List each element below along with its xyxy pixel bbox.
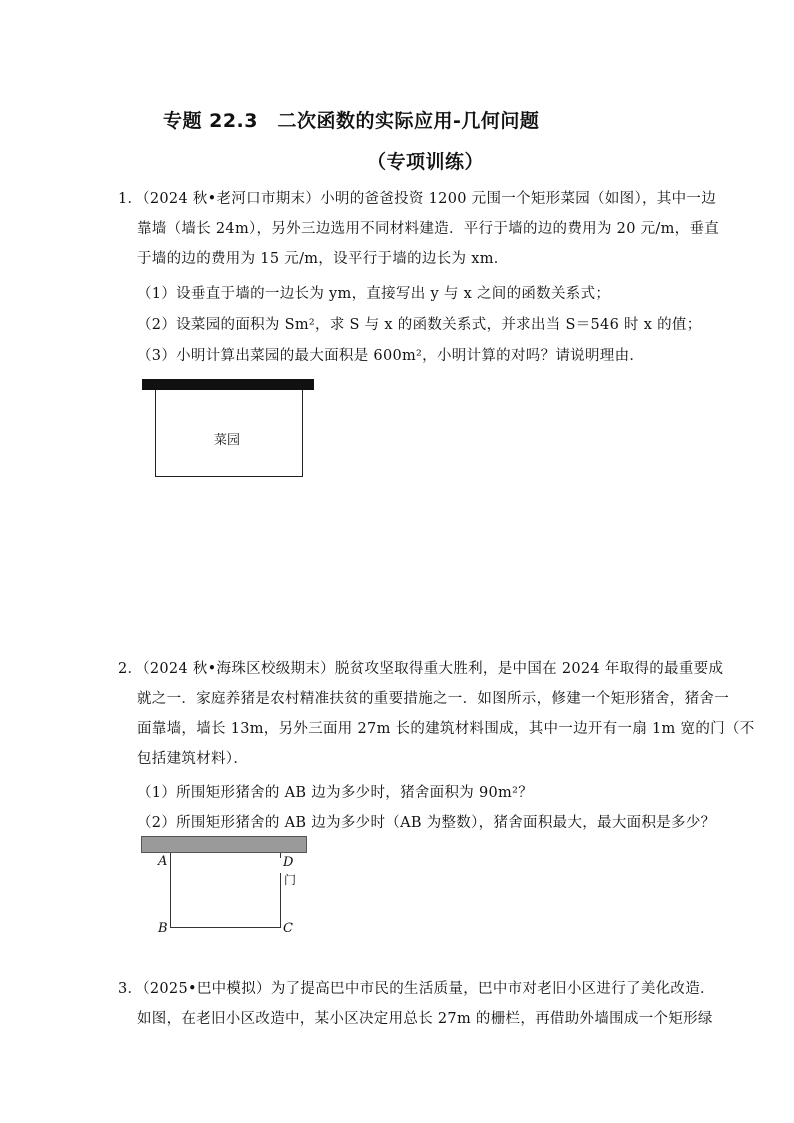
q2-label-b: B (158, 921, 168, 936)
q2-door-post (280, 853, 281, 858)
q2-label-c: C (283, 921, 293, 936)
q1-garden-label: 菜园 (214, 433, 241, 448)
q3-line-2: 如图，在老旧小区改造中，某小区决定用总长 27m 的栅栏，再借助外墙围成一个矩形绿 (137, 1011, 713, 1027)
q3-line-1: 3．（2025•巴中模拟）为了提高巴中市民的生活质量，巴中市对老旧小区进行了美化改造． (118, 981, 715, 997)
q1-line-1: 1．（2024 秋•老河口市期末）小明的爸爸投资 1200 元围一个矩形菜园（如图），其中一边 (118, 191, 717, 207)
q1-line-3: 于墙的边的费用为 15 元/m，设平行于墙的边长为 xm． (137, 251, 509, 267)
q2-line-1: 2．（2024 秋•海珠区校级期末）脱贫攻坚取得重大胜利，是中国在 2024 年取得的最重要成 (118, 661, 724, 677)
page-title: 专题 22.3 二次函数的实际应用-几何问题 (163, 110, 540, 132)
q2-line-2: 就之一．家庭养猪是农村精准扶贫的重要措施之一．如图所示，修建一个矩形猪舍，猪舍一 (137, 691, 729, 707)
q2-sub-1: （1）所围矩形猪舍的 AB 边为多少时，猪舍面积为 90m²？ (137, 785, 533, 801)
q2-label-a: A (158, 854, 168, 869)
q2-door-label: 门 (284, 873, 297, 887)
q2-side-ab (170, 853, 171, 928)
q1-wall (142, 379, 314, 390)
q1-sub-3: （3）小明计算出菜园的最大面积是 600m²，小明计算的对吗？请说明理由． (137, 348, 645, 364)
q1-sub-2: （2）设菜园的面积为 Sm²，求 S 与 x 的函数关系式，并求出当 S＝546 时 x 的值； (137, 317, 702, 333)
q1-line-2: 靠墙（墙长 24m），另外三边选用不同材料建造．平行于墙的边的费用为 20 元/m，垂直 (137, 221, 720, 237)
q2-side-cd (280, 873, 281, 928)
q2-line-3: 面靠墙，墙长 13m，另外三面用 27m 长的建筑材料围成，其中一边开有一扇 1m 宽的门（不 (137, 721, 755, 737)
q1-sub-1: （1）设垂直于墙的一边长为 ym，直接写出 y 与 x 之间的函数关系式； (137, 286, 611, 302)
q2-wall (141, 836, 307, 853)
q2-sub-2: （2）所围矩形猪舍的 AB 边为多少时（AB 为整数），猪舍面积最大，最大面积是多少？ (137, 815, 716, 831)
q2-side-bc (170, 927, 281, 928)
q2-line-4: 包括建筑材料）． (137, 751, 249, 767)
q2-label-d: D (283, 855, 294, 870)
page-subtitle: （专项训练） (367, 151, 485, 173)
